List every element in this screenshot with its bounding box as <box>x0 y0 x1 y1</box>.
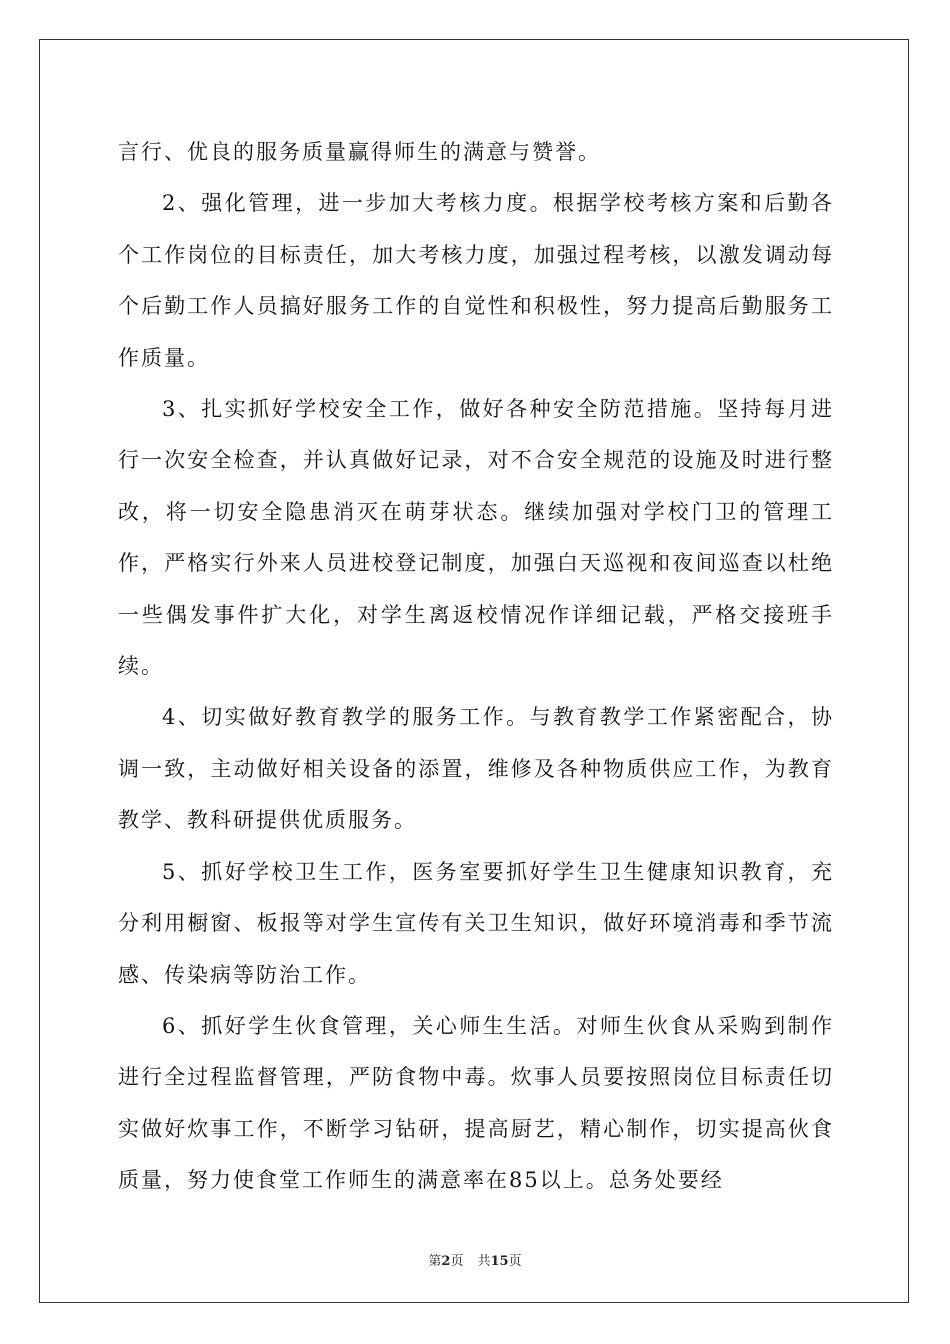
document-body <box>118 127 834 1207</box>
paragraph-5: 5、抓好学校卫生工作，医务室要抓好学生卫生健康知识教育，充分利用橱窗、板报等对学生宣传有关卫生知识，做好环境消毒和季节流感、传染病等防治工作。 <box>118 859 834 987</box>
page-number: 2 <box>441 1254 451 1269</box>
total-prefix: 共 <box>477 1254 491 1269</box>
total-pages: 15 <box>490 1254 509 1269</box>
page-suffix: 页 <box>450 1254 464 1269</box>
paragraph-2: 2、强化管理，进一步加大考核力度。根据学校考核方案和后勤各个工作岗位的目标责任，加大考核力度，加强过程考核，以激发调动每个后勤工作人员搞好服务工作的自觉性和积极性，努力提高后勤服务工作质量。 <box>118 191 834 370</box>
paragraph-1: 言行、优良的服务质量赢得师生的满意与赞誉。 <box>118 140 601 164</box>
page-prefix: 第 <box>428 1254 442 1269</box>
paragraph-3: 3、扎实抓好学校安全工作，做好各种安全防范措施。坚持每月进行一次安全检查，并认真做好记录，对不合安全规范的设施及时进行整改，将一切安全隐患消灭在萌芽状态。继续加强对学校门卫的管理工作，严格实行外来人员进校登记制度，加强白天巡视和夜间巡查以杜绝一些偶发事件扩大化，对学生离返校情况作详细记载，严格交接班手续。 <box>118 397 834 679</box>
total-suffix: 页 <box>508 1254 522 1269</box>
paragraph-4: 4、切实做好教育教学的服务工作。与教育教学工作紧密配合，协调一致，主动做好相关设备的添置，维修及各种物质供应工作，为教育教学、教科研提供优质服务。 <box>118 705 834 833</box>
paragraph-6: 6、抓好学生伙食管理，关心师生生活。对师生伙食从采购到制作进行全过程监督管理，严防食物中毒。炊事人员要按照岗位目标责任切实做好炊事工作，不断学习钻研，提高厨艺，精心制作，切实提高伙食质量，努力使食堂工作师生的满意率在85以上。总务处要经 <box>118 1013 834 1193</box>
page-footer <box>0 1250 950 1269</box>
